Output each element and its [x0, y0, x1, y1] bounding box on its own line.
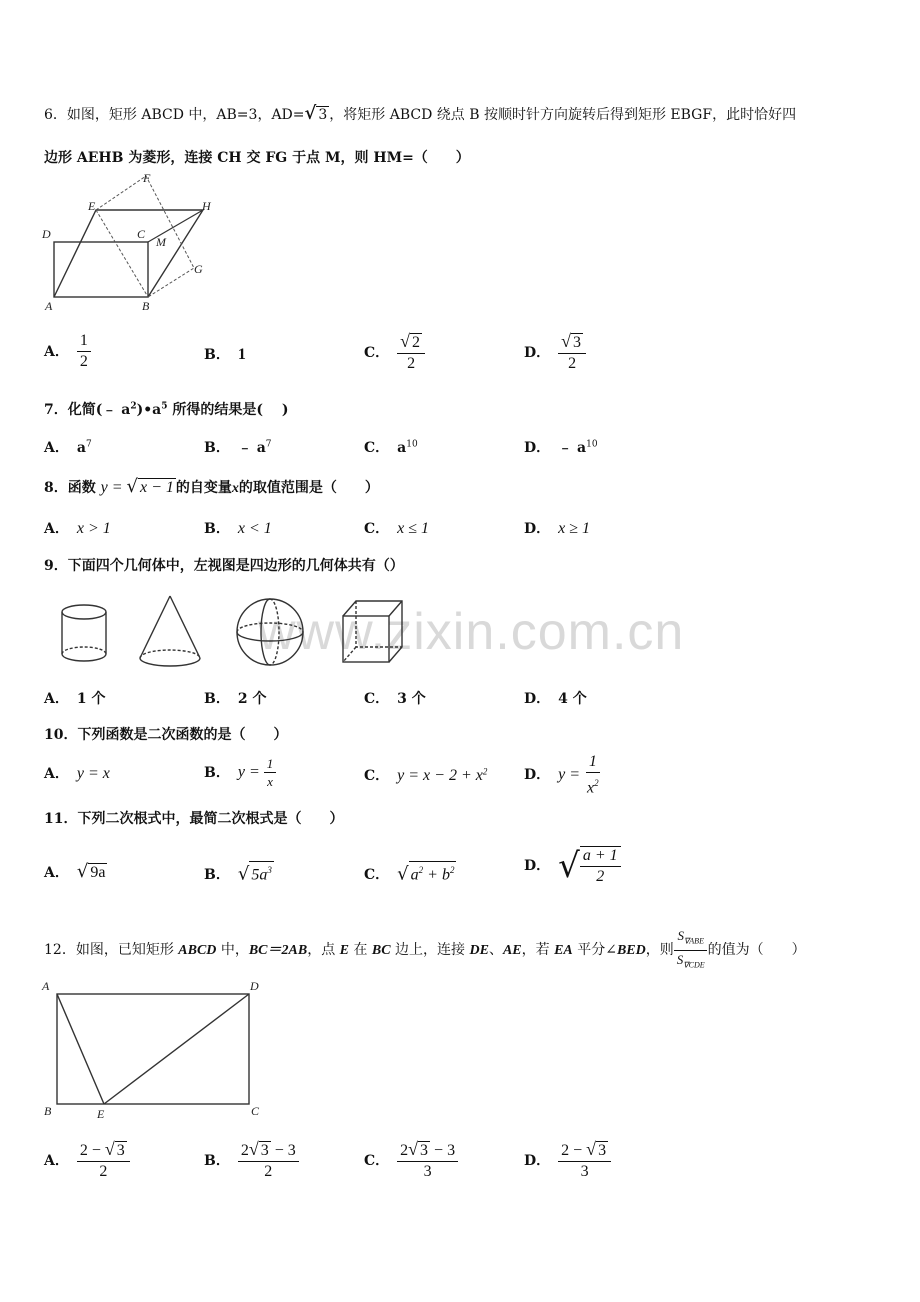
fig6-label-b: B: [142, 299, 150, 313]
q9-option-a[interactable]: A． 1 个: [44, 691, 106, 707]
q9-option-d[interactable]: D． 4 个: [524, 691, 587, 707]
q7-option-a[interactable]: A． $a^7$: [44, 439, 92, 456]
sphere-icon: [237, 599, 303, 665]
q9-option-c[interactable]: C． 3 个: [364, 691, 426, 707]
q10-option-a[interactable]: A． y = x: [44, 765, 110, 782]
q7-stem: 7．化简(﹣ $a^2)•a^5$ 所得的结果是( ): [44, 401, 289, 418]
q12-option-c[interactable]: C． $\frac{2√ 3 - 3}{3}$: [364, 1140, 458, 1181]
q10-option-d[interactable]: D． y = $\frac{1}{x^2}$: [524, 753, 599, 797]
fig12-label-d: D: [250, 979, 259, 993]
q6-option-c[interactable]: C． $\frac{√ 2}{2}$: [364, 332, 425, 373]
fig6-label-f: F: [143, 171, 151, 185]
q6-option-d[interactable]: D． $\frac{√ 3}{2}$: [524, 332, 586, 373]
q6-option-b[interactable]: B． 1: [204, 346, 246, 363]
q11-option-d[interactable]: D． √ $\frac{a + 1}{2}$: [524, 846, 621, 886]
q8-stem: 8．函数 y = √ x − 1 的自变量x的取值范围是（ ）: [44, 476, 379, 497]
q12-option-b[interactable]: B． $\frac{2√ 3 - 3}{2}$: [204, 1140, 299, 1181]
q6-stem-line1: 6．如图，矩形 ABCD 中，AB=3，AD=√ 3 ，将矩形 ABCD 绕点 B 按顺时针方向旋转后得到矩形 EBGF，此时恰好四: [44, 103, 797, 124]
cone-icon: [140, 596, 200, 666]
q12-figure: [38, 976, 270, 1121]
cube-icon: [343, 601, 402, 662]
q8-option-c[interactable]: C． x ≤ 1: [364, 520, 430, 537]
q9-solids-figure: [40, 590, 420, 680]
q7-option-c[interactable]: C． $a^{10}$: [364, 439, 418, 456]
watermark: www.zixin.com.cn: [258, 603, 685, 661]
q11-option-c[interactable]: C． √ $a^2 + b^2$: [364, 861, 456, 884]
q12-option-a[interactable]: A． $\frac{2 - √ 3}{2}$: [44, 1140, 130, 1181]
q6-figure: [36, 168, 226, 318]
fig12-label-a: A: [42, 979, 50, 993]
fig6-label-c: C: [137, 227, 146, 241]
q10-stem: 10．下列函数是二次函数的是（ ）: [44, 727, 288, 743]
fig6-label-m: M: [156, 235, 166, 249]
fig6-label-a: A: [45, 299, 53, 313]
q6-option-a[interactable]: A． $\frac{1}{2}$: [44, 332, 91, 371]
fig6-label-e: E: [88, 199, 96, 213]
q7-option-d[interactable]: D． ﹣ $a^{10}$: [524, 439, 598, 456]
fig12-label-b: B: [44, 1104, 52, 1118]
q8-option-b[interactable]: B． x < 1: [204, 520, 272, 537]
q9-stem: 9．下面四个几何体中，左视图是四边形的几何体共有（）: [44, 558, 404, 574]
fig12-label-e: E: [97, 1107, 105, 1121]
fig12-label-c: C: [251, 1104, 260, 1118]
q11-stem: 11．下列二次根式中，最简二次根式是（ ）: [44, 811, 344, 827]
q6-stem-line2: 边形 AEHB 为菱形，连接 CH 交 FG 于点 M，则 HM=（ ）: [44, 150, 470, 166]
q12-option-d[interactable]: D． $\frac{2 - √ 3}{3}$: [524, 1140, 611, 1181]
q11-option-b[interactable]: B． √ $5a^3$: [204, 861, 274, 884]
fig6-label-h: H: [202, 199, 211, 213]
q8-option-a[interactable]: A． x > 1: [44, 520, 111, 537]
q9-option-b[interactable]: B． 2 个: [204, 691, 267, 707]
cylinder-icon: [62, 605, 106, 661]
fig6-label-g: G: [194, 262, 203, 276]
q12-stem: 12．如图，已知矩形 ABCD 中，BC＝2AB，点 E 在 BC 边上，连接 DE、AE，若 EA 平分∠BED，则 $\frac{S_{\nabla ABE}}{S_{\nabla CDE}}$ 的值为（ ）: [44, 928, 806, 970]
q10-option-b[interactable]: B． y = $\frac{1}{x}$: [204, 756, 276, 789]
q7-option-b[interactable]: B． ﹣ $a^7$: [204, 439, 272, 456]
q11-option-a[interactable]: A． √ 9a: [44, 861, 106, 882]
q10-option-c[interactable]: C． $y = x - 2 + x^2$: [364, 766, 488, 784]
fig6-label-d: D: [42, 227, 51, 241]
q8-option-d[interactable]: D． x ≥ 1: [524, 520, 591, 537]
